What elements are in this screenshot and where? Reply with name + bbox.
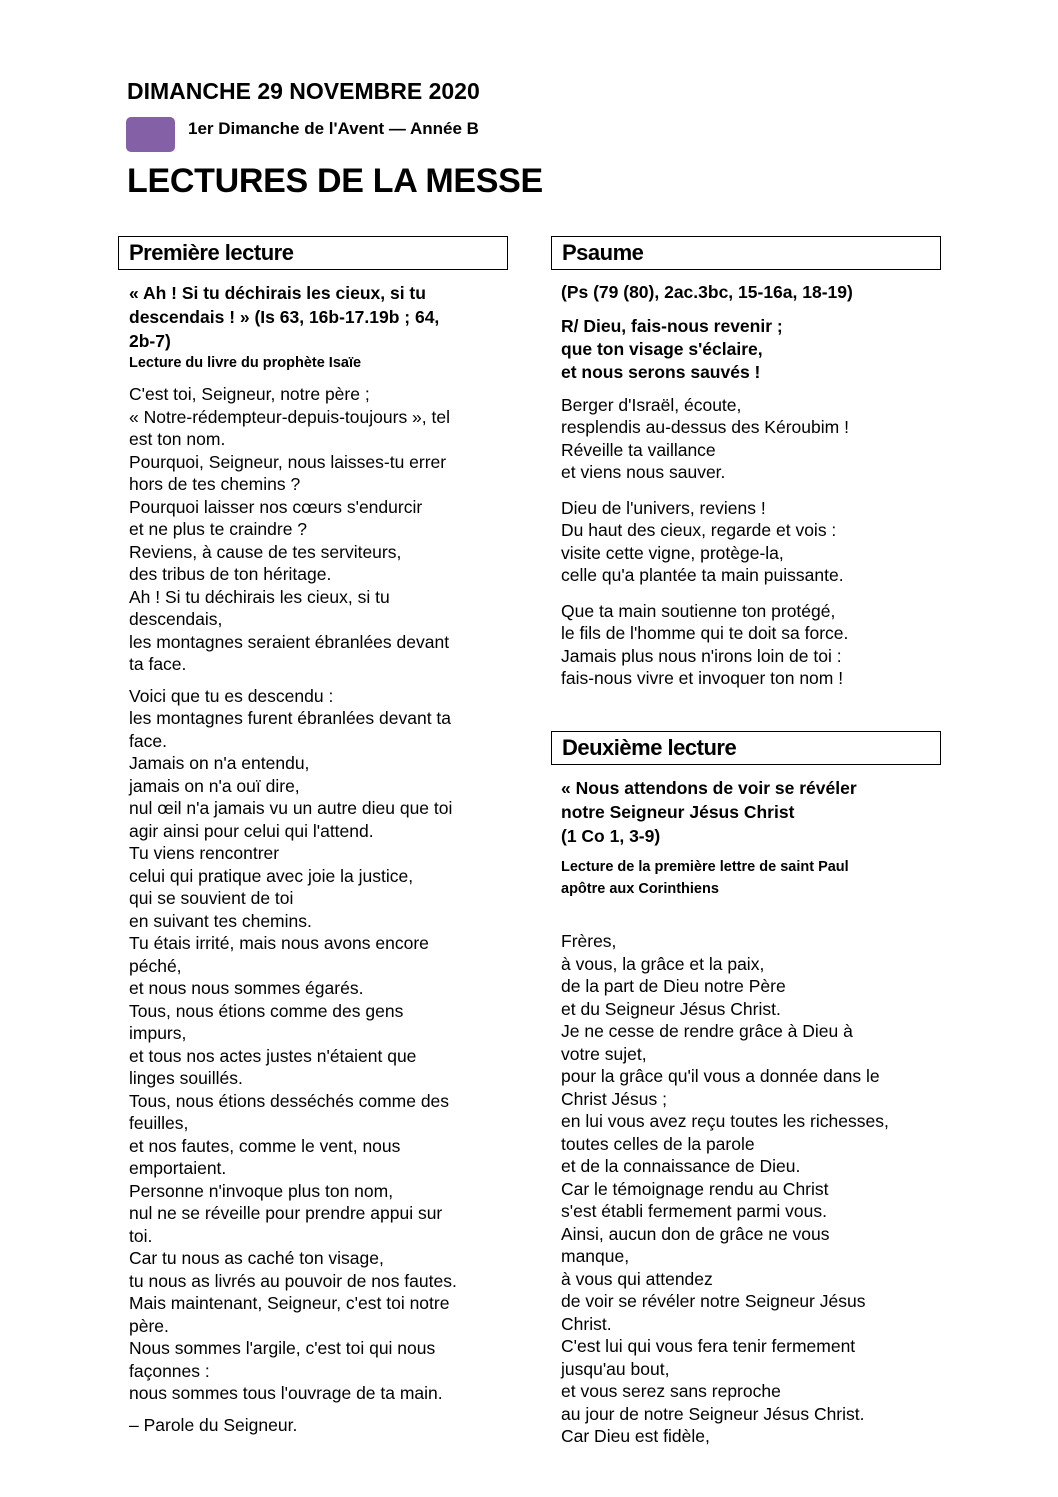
text-line: père. xyxy=(129,1315,169,1336)
text-line: jamais on n'a ouï dire, xyxy=(129,775,300,796)
text-line: Mais maintenant, Seigneur, c'est toi notre xyxy=(129,1293,450,1313)
text-line: et de la connaissance de Dieu. xyxy=(561,1156,801,1176)
first-reading-closing: – Parole du Seigneur. xyxy=(129,1414,298,1435)
title-line: descendais ! » (Is 63, 16b-17.19b ; 64, xyxy=(129,307,440,327)
text-line: que ton visage s'éclaire, xyxy=(561,338,763,359)
text-line: à vous, la grâce et la paix, xyxy=(561,953,765,974)
text-line: pour la grâce qu'il vous a donnée dans le xyxy=(561,1066,880,1086)
text-line: Personne n'invoque plus ton nom, xyxy=(129,1180,394,1201)
text-line: Dieu de l'univers, reviens ! xyxy=(561,497,766,518)
text-line: Tu étais irrité, mais nous avons encore xyxy=(129,933,429,953)
title-line: « Nous attendons de voir se révéler xyxy=(561,778,857,798)
text-line: celle qu'a plantée ta main puissante. xyxy=(561,565,844,585)
text-line: Que ta main soutienne ton protégé, xyxy=(561,600,836,621)
second-reading-heading: Deuxième lecture xyxy=(551,731,941,765)
text-line: jusqu'au bout, xyxy=(561,1358,670,1379)
text-line: des tribus de ton héritage. xyxy=(129,564,332,584)
text-line: feuilles, xyxy=(129,1113,189,1133)
text-line: face. xyxy=(129,730,167,751)
text-line: manque, xyxy=(561,1246,630,1266)
first-reading-column xyxy=(129,281,504,1436)
text-line: descendais, xyxy=(129,609,223,629)
second-reading-column xyxy=(561,776,941,1448)
text-line: hors de tes chemins ? xyxy=(129,474,301,494)
text-line: Réveille ta vaillance xyxy=(561,439,716,460)
text-line: agir ainsi pour celui qui l'attend. xyxy=(129,820,374,841)
text-line: Car Dieu est fidèle, xyxy=(561,1426,710,1446)
text-line: en suivant tes chemins. xyxy=(129,910,312,931)
first-reading-title xyxy=(129,281,504,353)
text-line: Christ Jésus ; xyxy=(561,1088,667,1109)
text-line: Frères, xyxy=(561,931,617,951)
text-line: Pourquoi laisser nos cœurs s'endurcir xyxy=(129,496,423,517)
text-line: Ainsi, aucun don de grâce ne vous xyxy=(561,1223,830,1244)
text-line: linges souillés. xyxy=(129,1068,243,1088)
first-reading-stanza-2 xyxy=(129,685,504,1405)
first-reading-heading: Première lecture xyxy=(118,236,508,270)
text-line: Tous, nous étions comme des gens xyxy=(129,1000,404,1021)
psalm-refrain xyxy=(561,315,941,384)
text-line: nul ne se réveille pour prendre appui sur xyxy=(129,1203,443,1223)
text-line: nul œil n'a jamais vu un autre dieu que toi xyxy=(129,798,453,818)
text-line: Car le témoignage rendu au Christ xyxy=(561,1178,829,1199)
text-line: et viens nous sauver. xyxy=(561,462,726,482)
date-title: DIMANCHE 29 NOVEMBRE 2020 xyxy=(127,78,480,104)
text-line: votre sujet, xyxy=(561,1043,647,1064)
text-line: celui qui pratique avec joie la justice, xyxy=(129,865,414,886)
text-line: ta face. xyxy=(129,654,187,674)
text-line: Car tu nous as caché ton visage, xyxy=(129,1248,384,1268)
text-line: qui se souvient de toi xyxy=(129,888,294,908)
text-line: R/ Dieu, fais-nous revenir ; xyxy=(561,315,783,336)
psalm-stanza-1 xyxy=(561,394,941,484)
text-line: tu nous as livrés au pouvoir de nos fautes. xyxy=(129,1270,457,1291)
text-line: C'est toi, Seigneur, notre père ; xyxy=(129,384,370,404)
text-line: et ne plus te craindre ? xyxy=(129,519,308,539)
text-line: péché, xyxy=(129,955,182,976)
text-line: nous sommes tous l'ouvrage de ta main. xyxy=(129,1383,443,1403)
psalm-stanza-3 xyxy=(561,600,941,690)
text-line: de voir se révéler notre Seigneur Jésus xyxy=(561,1291,866,1311)
psalm-reference: (Ps (79 (80), 2ac.3bc, 15-16a, 18-19) xyxy=(561,282,853,302)
second-reading-title xyxy=(561,776,941,848)
second-reading-source xyxy=(561,856,941,900)
text-line: visite cette vigne, protège-la, xyxy=(561,542,784,563)
text-line: Du haut des cieux, regarde et vois : xyxy=(561,520,837,540)
text-line: de la part de Dieu notre Père xyxy=(561,976,786,996)
text-line: « Notre-rédempteur-depuis-toujours », tel xyxy=(129,406,450,427)
text-line: et vous serez sans reproche xyxy=(561,1381,781,1401)
page-title: LECTURES DE LA MESSE xyxy=(127,162,543,200)
text-line: et nos fautes, comme le vent, nous xyxy=(129,1135,401,1156)
text-line: resplendis au-dessus des Kéroubim ! xyxy=(561,417,849,437)
text-line: C'est lui qui vous fera tenir fermement xyxy=(561,1336,856,1356)
text-line: à vous qui attendez xyxy=(561,1268,713,1289)
title-line: notre Seigneur Jésus Christ xyxy=(561,802,795,822)
psalm-column xyxy=(561,281,941,690)
source-line: Lecture de la première lettre de saint Paul xyxy=(561,859,849,875)
title-line: (1 Co 1, 3-9) xyxy=(561,826,661,846)
text-line: Christ. xyxy=(561,1313,612,1334)
text-line: et nous nous sommes égarés. xyxy=(129,978,364,998)
text-line: fais-nous vivre et invoquer ton nom ! xyxy=(561,668,844,688)
text-line: Tous, nous étions desséchés comme des xyxy=(129,1090,450,1111)
text-line: les montagnes furent ébranlées devant ta xyxy=(129,708,452,728)
text-line: les montagnes seraient ébranlées devant xyxy=(129,631,450,652)
source-line: apôtre aux Corinthiens xyxy=(561,881,719,897)
text-line: le fils de l'homme qui te doit sa force. xyxy=(561,623,849,643)
text-line: Nous sommes l'argile, c'est toi qui nous xyxy=(129,1338,436,1358)
text-line: Tu viens rencontrer xyxy=(129,843,280,863)
text-line: est ton nom. xyxy=(129,429,226,449)
text-line: toutes celles de la parole xyxy=(561,1133,755,1154)
text-line: et nous serons sauvés ! xyxy=(561,361,761,382)
text-line: Ah ! Si tu déchirais les cieux, si tu xyxy=(129,586,390,607)
text-line: emportaient. xyxy=(129,1158,227,1178)
title-line: « Ah ! Si tu déchirais les cieux, si tu xyxy=(129,283,426,303)
text-line: Voici que tu es descendu : xyxy=(129,685,334,706)
text-line: façonnes : xyxy=(129,1360,210,1381)
text-line: s'est établi fermement parmi vous. xyxy=(561,1201,827,1221)
text-line: en lui vous avez reçu toutes les richesses, xyxy=(561,1111,889,1131)
liturgical-color-swatch xyxy=(126,117,175,152)
text-line: Pourquoi, Seigneur, nous laisses-tu errer xyxy=(129,451,447,472)
text-line: Je ne cesse de rendre grâce à Dieu à xyxy=(561,1021,853,1041)
text-line: Berger d'Israël, écoute, xyxy=(561,394,742,415)
text-line: Reviens, à cause de tes serviteurs, xyxy=(129,541,402,562)
text-line: au jour de notre Seigneur Jésus Christ. xyxy=(561,1403,865,1424)
psalm-stanza-2 xyxy=(561,497,941,587)
text-line: et du Seigneur Jésus Christ. xyxy=(561,998,781,1019)
second-reading-text xyxy=(561,930,941,1448)
first-reading-source: Lecture du livre du prophète Isaïe xyxy=(129,355,362,371)
text-line: Jamais plus nous n'irons loin de toi : xyxy=(561,645,842,666)
text-line: Jamais on n'a entendu, xyxy=(129,753,310,773)
psalm-heading: Psaume xyxy=(551,236,941,270)
first-reading-stanza-1 xyxy=(129,383,504,676)
text-line: impurs, xyxy=(129,1023,187,1043)
title-line: 2b-7) xyxy=(129,331,171,351)
text-line: et tous nos actes justes n'étaient que xyxy=(129,1045,417,1066)
liturgical-day-label: 1er Dimanche de l'Avent — Année B xyxy=(188,119,479,138)
text-line: toi. xyxy=(129,1225,153,1246)
